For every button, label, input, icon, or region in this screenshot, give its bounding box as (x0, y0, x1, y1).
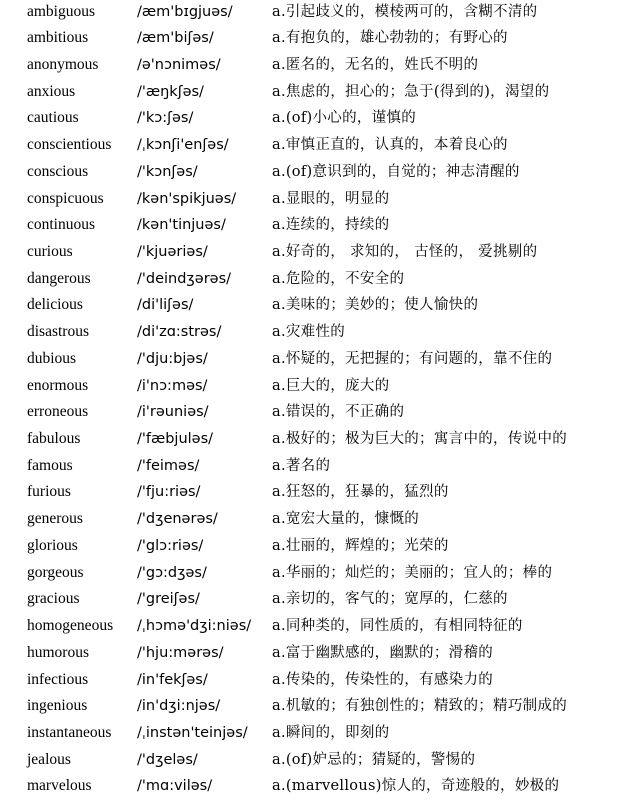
vocab-phonetic: /kən'tinjuəs/ (137, 217, 226, 234)
vocab-entry-row (0, 346, 617, 373)
vocab-phonetic: /'mɑ:viləs/ (137, 778, 213, 795)
vocab-word: homogeneous (27, 617, 114, 635)
vocab-entry-row (0, 586, 617, 613)
vocab-phonetic: /'kɔnʃəs/ (137, 163, 198, 180)
vocab-definition: a.宽宏大量的，慷慨的 (272, 511, 420, 528)
vocab-phonetic: /'greiʃəs/ (137, 591, 200, 608)
vocab-word: anxious (27, 82, 76, 100)
vocab-definition: a.(of)妒忌的；猜疑的，警惕的 (272, 751, 476, 768)
vocab-word: famous (27, 456, 73, 474)
vocab-entry-row (0, 506, 617, 533)
vocab-word: instantaneous (27, 723, 112, 741)
vocab-entry-row (0, 186, 617, 213)
vocab-phonetic: /i'rəuniəs/ (137, 404, 209, 421)
vocab-word: dangerous (27, 269, 91, 287)
vocab-word: humorous (27, 643, 89, 661)
vocab-definition: a.匿名的，无名的，姓氏不明的 (272, 56, 479, 73)
vocab-phonetic: /ˌkɔnʃi'enʃəs/ (137, 137, 229, 154)
vocab-definition: a.显眼的，明显的 (272, 190, 390, 207)
vocab-definition: a.审慎正直的，认真的，本着良心的 (272, 137, 508, 154)
vocab-entry-row (0, 613, 617, 640)
vocab-word: dubious (27, 349, 77, 367)
vocab-entry-row (0, 266, 617, 293)
vocab-entry-row (0, 533, 617, 560)
vocab-word: disastrous (27, 323, 89, 341)
vocab-definition: a.著名的 (272, 457, 331, 474)
vocab-entry-row (0, 693, 617, 720)
vocab-definition: a.错误的，不正确的 (272, 404, 405, 421)
vocab-word: curious (27, 242, 73, 260)
vocab-phonetic: /'deindʒərəs/ (137, 270, 232, 287)
vocab-phonetic: /in'dʒi:njəs/ (137, 698, 221, 715)
vocab-word: gorgeous (27, 563, 84, 581)
vocab-entry-row (0, 105, 617, 132)
vocab-entry-row (0, 399, 617, 426)
vocab-phonetic: /kən'spikjuəs/ (137, 190, 237, 207)
vocab-phonetic: /'kjuəriəs/ (137, 243, 208, 260)
vocab-phonetic: /'dʒeləs/ (137, 751, 198, 768)
vocab-phonetic: /æm'bɪgjuəs/ (137, 3, 233, 20)
vocab-word: erroneous (27, 403, 89, 421)
vocab-definition: a.富于幽默感的，幽默的；滑稽的 (272, 644, 494, 661)
vocab-phonetic: /di'zɑ:strəs/ (137, 324, 222, 341)
vocab-phonetic: /in'fekʃəs/ (137, 671, 208, 688)
vocab-phonetic: /'kɔ:ʃəs/ (137, 110, 194, 127)
vocab-phonetic: /'æŋkʃəs/ (137, 83, 204, 100)
vocab-entry-row (0, 640, 617, 667)
vocab-entry-row (0, 747, 617, 774)
vocab-word: infectious (27, 670, 89, 688)
vocab-definition: a.狂怒的，狂暴的，猛烈的 (272, 484, 449, 501)
vocab-definition: a.灾难性的 (272, 324, 346, 341)
vocab-word: cautious (27, 109, 79, 127)
vocab-word: furious (27, 483, 71, 501)
vocab-word: fabulous (27, 430, 81, 448)
vocab-entry-row (0, 667, 617, 694)
vocab-entry-row (0, 0, 617, 25)
vocab-definition: a.(of)小心的，谨慎的 (272, 110, 417, 127)
vocab-word: conscious (27, 162, 89, 180)
vocab-phonetic: /'dju:bjəs/ (137, 350, 208, 367)
vocab-definition: a.传染的，传染性的，有感染力的 (272, 671, 494, 688)
vocab-definition: a.焦虑的，担心的；急于(得到的)，渴望的 (272, 83, 550, 100)
vocab-word: ambitious (27, 29, 89, 47)
vocab-phonetic: /di'liʃəs/ (137, 297, 194, 314)
vocab-word: jealous (27, 750, 71, 768)
vocab-definition: a.(of)意识到的，自觉的；神志清醒的 (272, 163, 520, 180)
vocab-word: anonymous (27, 55, 99, 73)
vocab-word: enormous (27, 376, 89, 394)
vocab-word: generous (27, 510, 83, 528)
vocab-entry-row (0, 79, 617, 106)
vocab-entry-row (0, 159, 617, 186)
vocab-word: continuous (27, 216, 96, 234)
vocab-word: glorious (27, 536, 78, 554)
vocab-definition: a.连续的，持续的 (272, 217, 390, 234)
vocab-word: conscientious (27, 136, 112, 154)
vocab-entry-row (0, 720, 617, 747)
vocab-entry-row (0, 319, 617, 346)
vocab-word: conspicuous (27, 189, 104, 207)
vocab-entry-row (0, 479, 617, 506)
vocab-entry-row (0, 239, 617, 266)
vocab-word: ambiguous (27, 2, 96, 20)
vocab-phonetic: /ə'nɔniməs/ (137, 56, 221, 73)
vocab-definition: a.华丽的；灿烂的；美丽的；宜人的；棒的 (272, 564, 553, 581)
vocab-phonetic: /'dʒenərəs/ (137, 511, 218, 528)
vocab-entry-row (0, 560, 617, 587)
vocab-entry-row (0, 212, 617, 239)
vocab-definition: a.怀疑的，无把握的；有问题的，靠不住的 (272, 350, 553, 367)
vocab-phonetic: /'feiməs/ (137, 457, 200, 474)
vocab-definition: a.同种类的，同性质的，有相同特征的 (272, 618, 523, 635)
vocab-definition: a.(marvellous)惊人的，奇迹般的，妙极的 (272, 778, 560, 795)
vocab-definition: a.亲切的，客气的；宽厚的，仁慈的 (272, 591, 508, 608)
vocab-phonetic: /'glɔ:riəs/ (137, 537, 204, 554)
vocab-word: marvelous (27, 777, 92, 795)
vocab-phonetic: /'fju:riəs/ (137, 484, 201, 501)
vocab-definition: a.壮丽的，辉煌的；光荣的 (272, 537, 449, 554)
vocab-definition: a.瞬间的，即刻的 (272, 724, 390, 741)
vocab-entry-row (0, 292, 617, 319)
vocab-phonetic: /'gɔ:dʒəs/ (137, 564, 207, 581)
vocab-definition: a.危险的，不安全的 (272, 270, 405, 287)
vocab-word: gracious (27, 590, 80, 608)
vocab-entry-row (0, 426, 617, 453)
vocab-definition: a.机敏的；有独创性的；精致的；精巧制成的 (272, 698, 568, 715)
vocab-definition: a.好奇的， 求知的， 古怪的， 爱挑剔的 (272, 243, 538, 260)
vocab-definition: a.美味的；美妙的；使人愉快的 (272, 297, 479, 314)
vocab-definition: a.极好的；极为巨大的；寓言中的，传说中的 (272, 431, 568, 448)
vocab-phonetic: /'hju:mərəs/ (137, 644, 224, 661)
vocab-entry-row (0, 132, 617, 159)
vocab-entry-row (0, 52, 617, 79)
vocab-word: delicious (27, 296, 83, 314)
vocab-entry-row (0, 773, 617, 800)
vocab-phonetic: /æm'biʃəs/ (137, 30, 214, 47)
vocab-definition: a.引起歧义的，模棱两可的，含糊不清的 (272, 3, 538, 20)
vocab-phonetic: /'fæbjuləs/ (137, 431, 214, 448)
vocab-phonetic: /i'nɔ:məs/ (137, 377, 208, 394)
vocab-entry-row (0, 25, 617, 52)
vocab-word: ingenious (27, 697, 88, 715)
vocab-entry-row (0, 373, 617, 400)
vocab-entry-row (0, 453, 617, 480)
vocab-phonetic: /ˌinstən'teinjəs/ (137, 724, 248, 741)
vocab-definition: a.巨大的，庞大的 (272, 377, 390, 394)
vocab-definition: a.有抱负的，雄心勃勃的；有野心的 (272, 30, 508, 47)
vocab-phonetic: /ˌhɔmə'dʒi:niəs/ (137, 618, 252, 635)
